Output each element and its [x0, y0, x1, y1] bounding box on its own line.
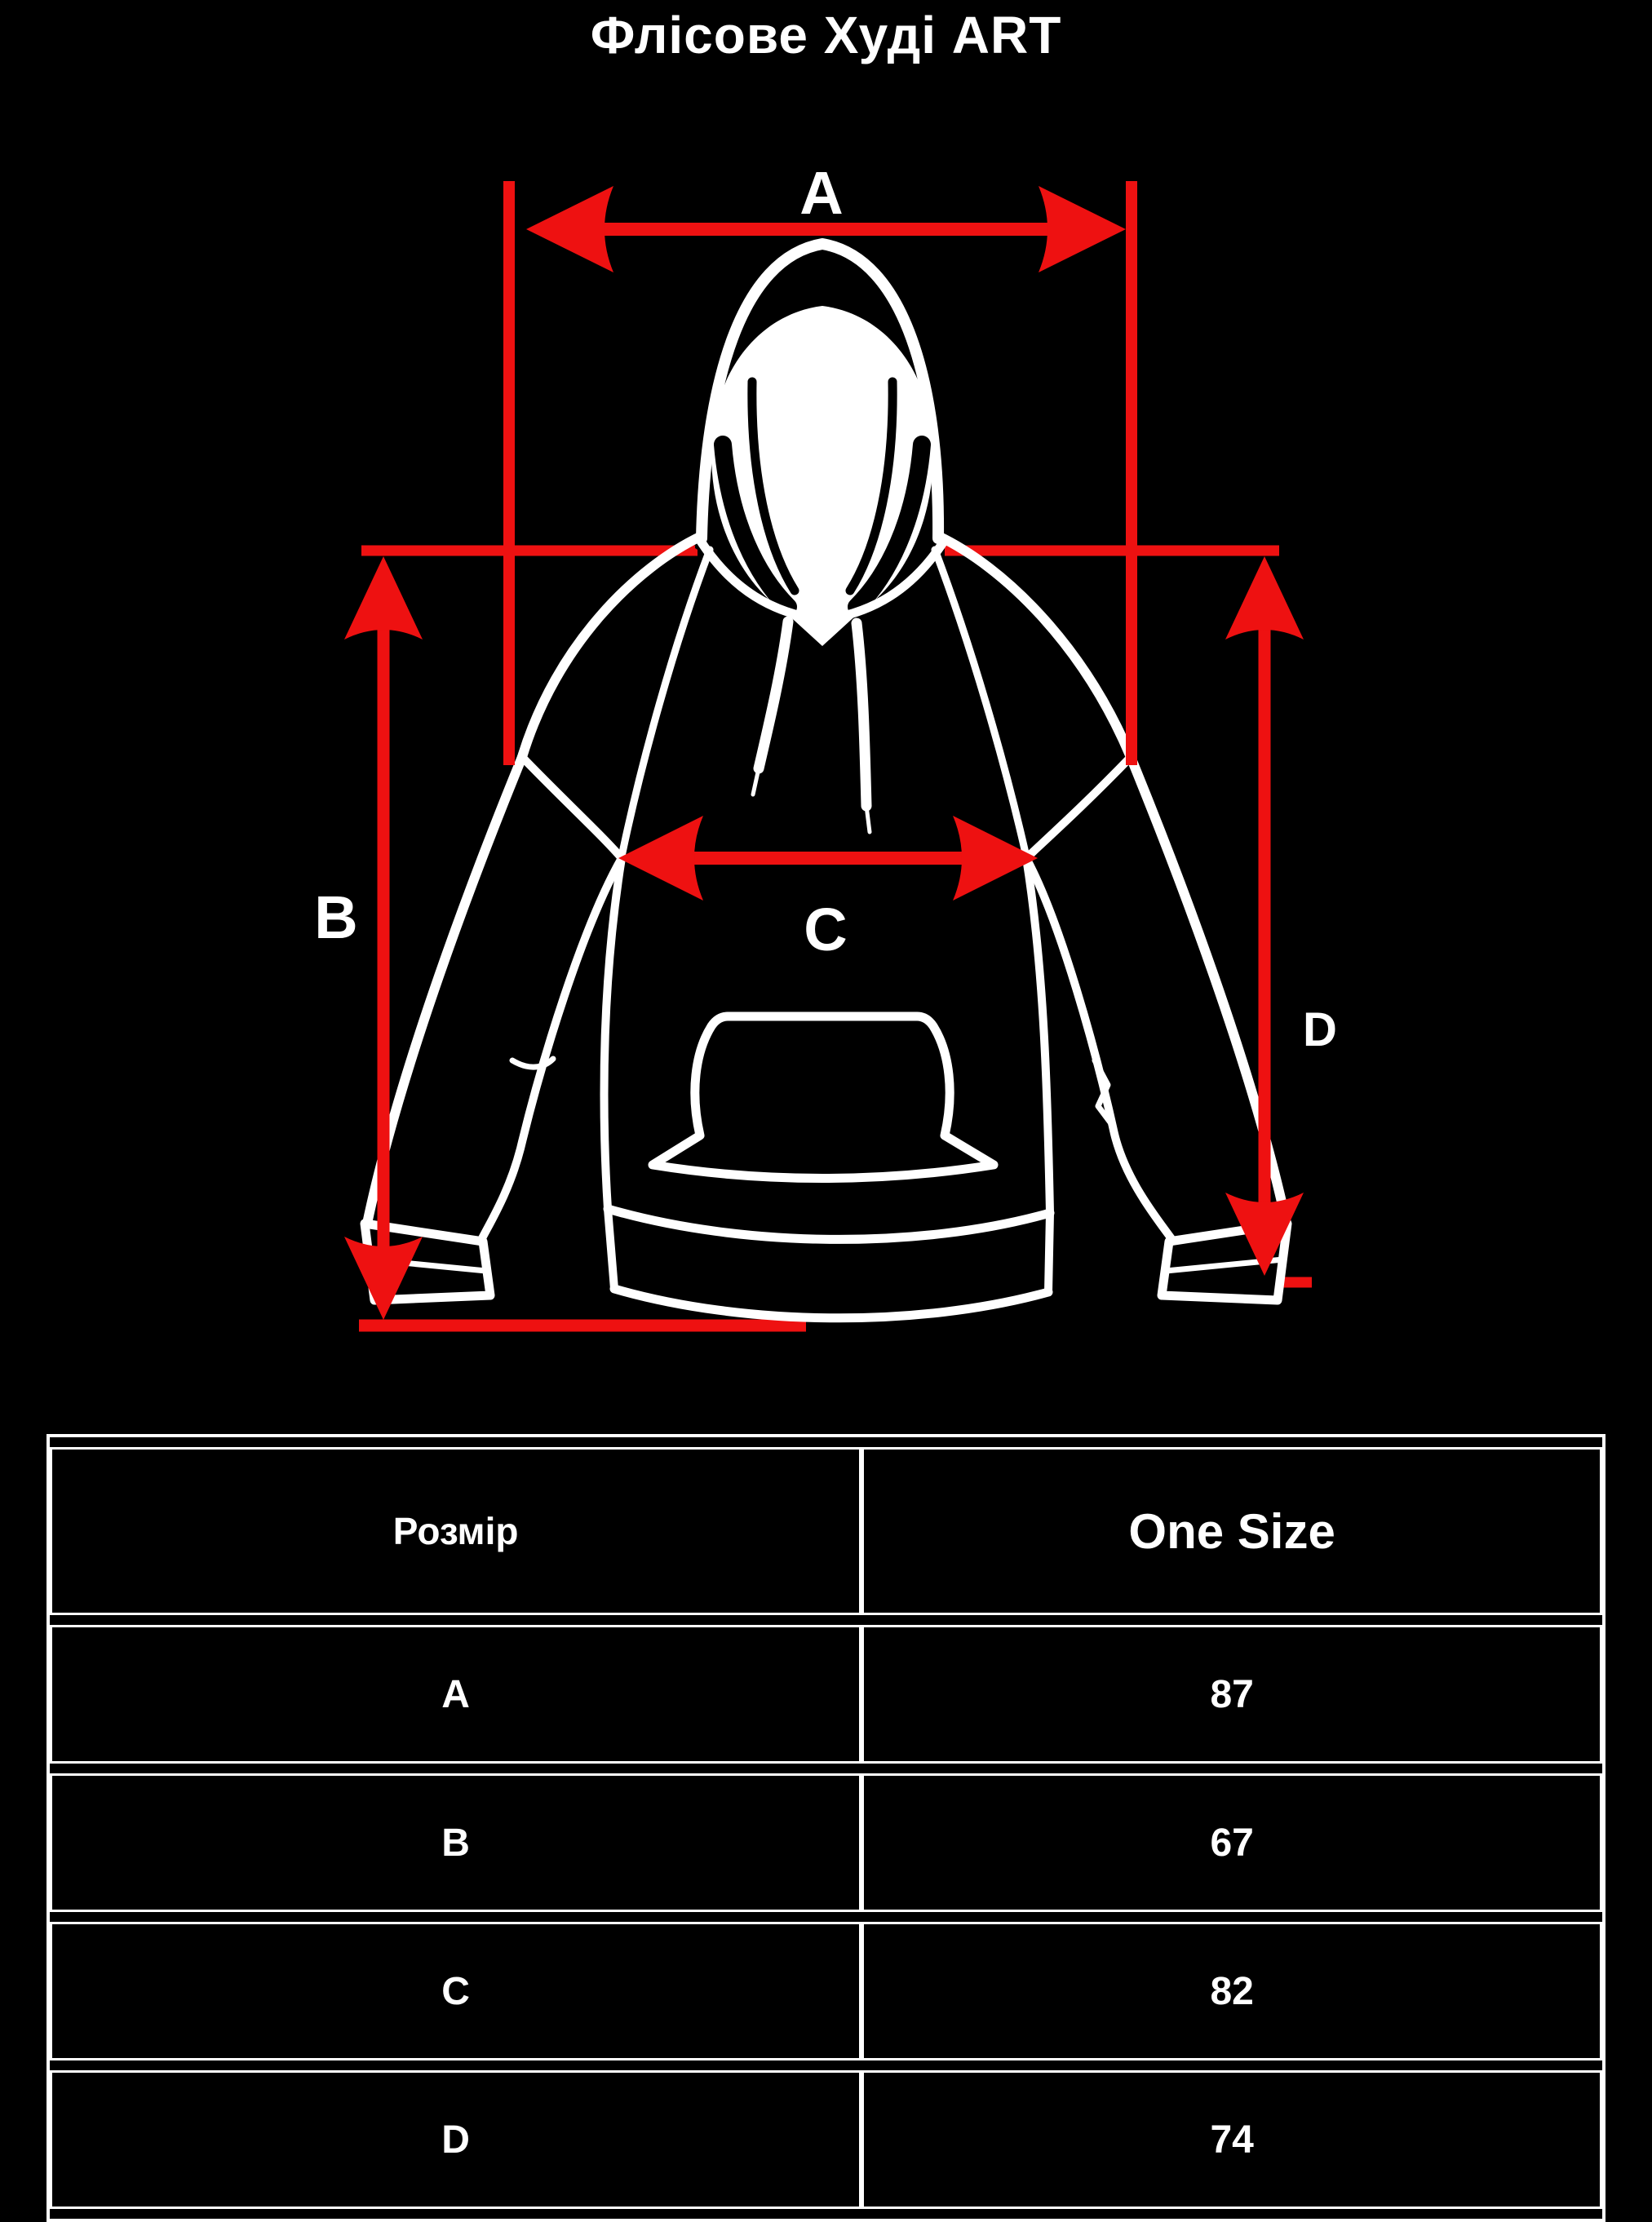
hem-top-edge [608, 1209, 1050, 1239]
arrow-a-head-right [1039, 186, 1126, 272]
size-table-header-row [50, 1447, 1602, 1615]
measurement-label-d: D [1303, 1003, 1337, 1056]
header-cell-dimension: Розмір [50, 1447, 861, 1615]
measurement-arrow-d [1225, 556, 1337, 1276]
page-title: Флісове Худі ART [590, 6, 1062, 64]
kangaroo-pocket [653, 1016, 994, 1179]
table-row-a [50, 1625, 1602, 1764]
drawstring-right [857, 623, 866, 806]
header-cell-size: One Size [861, 1447, 1602, 1615]
row-a-value: 87 [861, 1625, 1602, 1764]
row-b-dimension: B [50, 1773, 861, 1912]
arrow-a-head-left [526, 186, 613, 272]
sleeve-outer-left [367, 757, 522, 1224]
measurement-label-c: C [804, 896, 848, 963]
hem-bottom-edge [614, 1289, 1048, 1318]
raglan-seam-left [622, 550, 710, 856]
row-c-value: 82 [861, 1922, 1602, 2060]
row-d-dimension: D [50, 2070, 861, 2209]
raglan-seam-right [935, 550, 1026, 856]
row-c-dimension: C [50, 1922, 861, 2060]
underarm-seam-left [522, 757, 622, 858]
hem-side-right [1048, 1213, 1050, 1292]
arrow-d-head-top [1225, 556, 1304, 640]
measurement-label-a: A [799, 159, 844, 227]
arrow-b-head-top [344, 556, 423, 640]
measurement-arrow-c [618, 816, 1038, 963]
row-d-value: 74 [861, 2070, 1602, 2209]
row-a-dimension: A [50, 1625, 861, 1764]
table-row-d [50, 2070, 1602, 2209]
underarm-seam-right [1026, 757, 1131, 858]
row-b-value: 67 [861, 1773, 1602, 1912]
table-row-b [50, 1773, 1602, 1912]
hoodie-outline-drawing [365, 241, 1287, 1318]
measurement-label-b: B [314, 883, 358, 951]
table-row-c [50, 1922, 1602, 2060]
arrow-c-head-right [953, 816, 1038, 901]
torso-side-left [605, 858, 622, 1209]
hem-side-left [608, 1209, 614, 1289]
drawstring-left [759, 622, 788, 768]
size-chart-table [47, 1434, 1605, 2222]
drawstring-left-tip [753, 768, 759, 795]
hood-face-opening [711, 306, 933, 646]
